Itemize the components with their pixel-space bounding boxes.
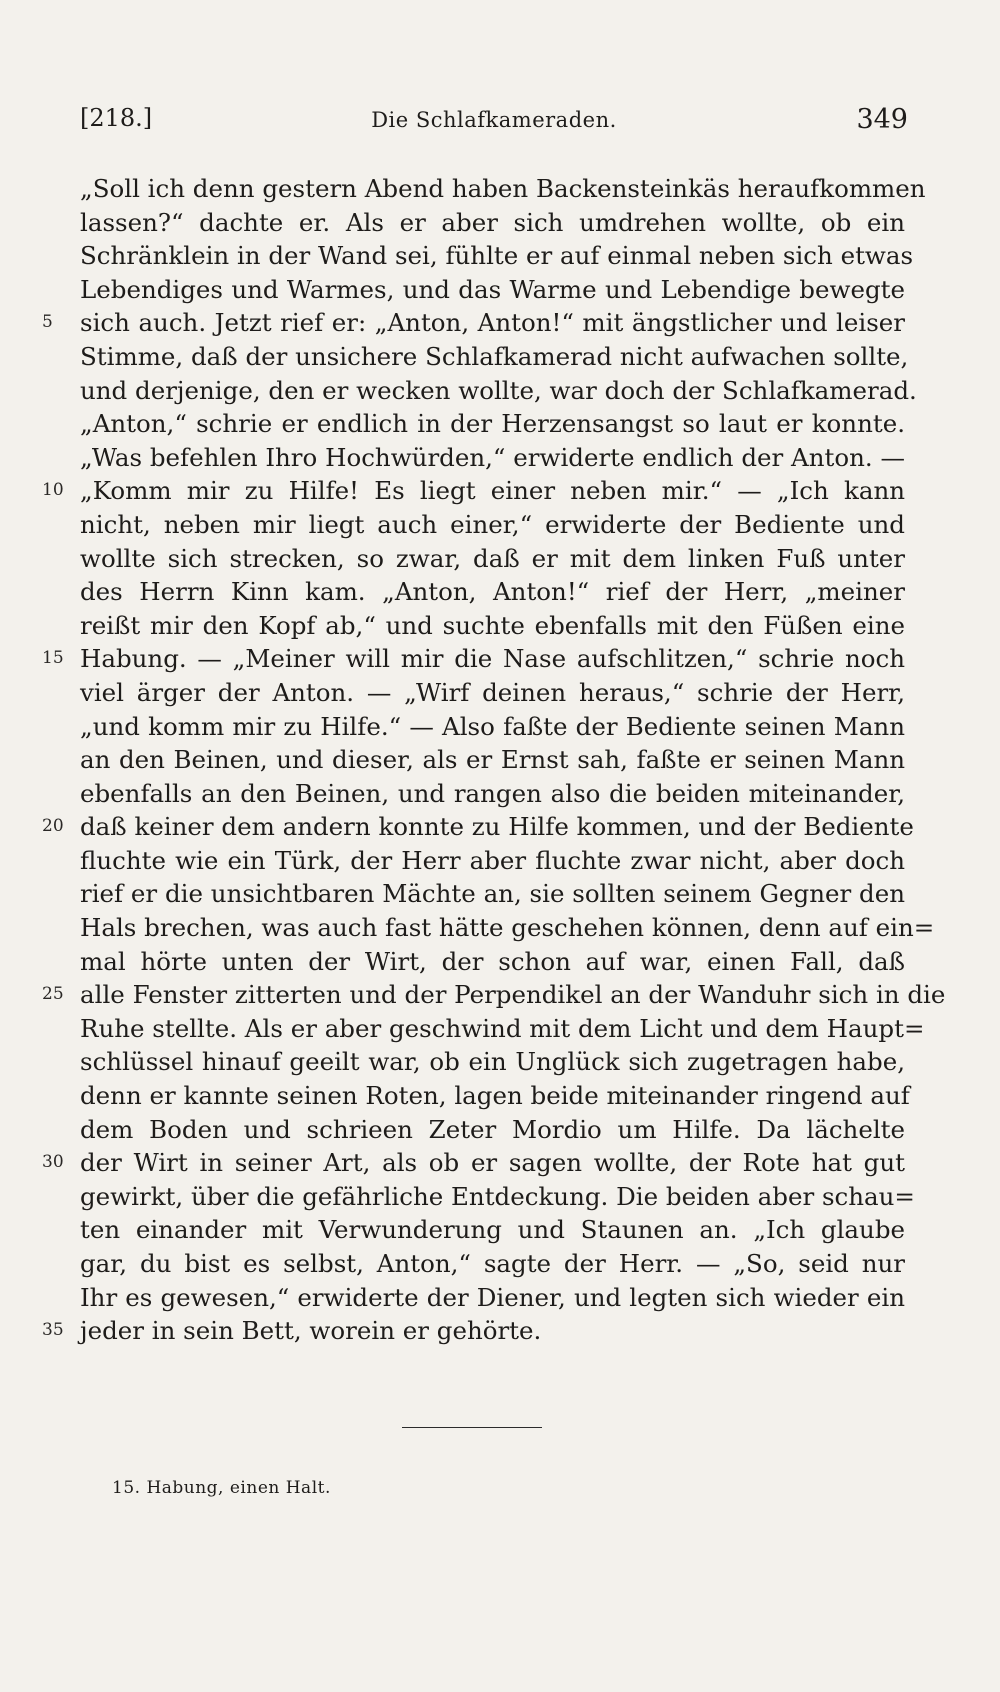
line-text: nicht, neben mir liegt auch einer,“ erwiderte der Bediente und: [80, 509, 905, 539]
section-number: [218.]: [80, 104, 153, 132]
text-line: [80, 340, 909, 374]
text-line: [80, 273, 905, 307]
line-text: jeder in sein Bett, worein er gehörte.: [80, 1316, 542, 1346]
line-text: sich auch. Jetzt rief er: „Anton, Anton!“ mit ängstlicher und leiser: [80, 308, 905, 338]
text-line: [80, 542, 905, 576]
text-line: [42, 306, 905, 340]
line-text: an den Beinen, und dieser, als er Ernst sah, faßte er seinen Mann: [80, 745, 905, 775]
text-line: [80, 1213, 905, 1247]
text-line: [80, 575, 905, 609]
line-text: mal hörte unten der Wirt, der schon auf war, einen Fall, daß: [80, 946, 905, 976]
line-number: 20: [42, 816, 64, 837]
text-line: [80, 172, 926, 206]
line-text: „Was befehlen Ihro Hochwürden,“ erwiderte endlich der Anton. —: [80, 442, 905, 472]
line-text: Ihr es gewesen,“ erwiderte der Diener, und legten sich wieder ein: [80, 1282, 905, 1312]
line-text: viel ärger der Anton. — „Wirf deinen heraus,“ schrie der Herr,: [80, 677, 905, 707]
line-number: 30: [42, 1152, 64, 1173]
text-line: [42, 810, 914, 844]
text-line: [80, 1045, 905, 1079]
line-text: dem Boden und schrieen Zeter Mordio um Hilfe. Da lächelte: [80, 1114, 905, 1144]
line-text: „Anton,“ schrie er endlich in der Herzensangst so laut er konnte.: [80, 409, 905, 439]
line-text: ebenfalls an den Beinen, und rangen also die beiden miteinander,: [80, 778, 905, 808]
text-line: [80, 206, 905, 240]
line-number: 15: [42, 648, 64, 669]
text-line: [80, 1079, 910, 1113]
line-text: „Soll ich denn gestern Abend haben Backensteinkäs heraufkommen: [80, 174, 926, 203]
text-line: [80, 877, 905, 911]
text-line: [42, 1146, 905, 1180]
text-line: [80, 1281, 905, 1315]
line-text: ten einander mit Verwunderung und Staunen an. „Ich glaube: [80, 1215, 905, 1245]
line-text: gewirkt, über die gefährliche Entdeckung. Die beiden aber schau=: [80, 1181, 915, 1211]
line-text: fluchte wie ein Türk, der Herr aber fluchte zwar nicht, aber doch: [80, 845, 905, 875]
line-text: des Herrn Kinn kam. „Anton, Anton!“ rief der Herr, „meiner: [80, 577, 905, 607]
line-text: reißt mir den Kopf ab,“ und suchte ebenfalls mit den Füßen eine: [80, 610, 905, 640]
line-text: gar, du bist es selbst, Anton,“ sagte der Herr. — „So, seid nur: [80, 1249, 905, 1278]
footnote: 15. Habung, einen Halt.: [112, 1478, 331, 1498]
line-text: rief er die unsichtbaren Mächte an, sie sollten seinem Gegner den: [80, 879, 905, 909]
text-line: [80, 374, 917, 408]
footnote-divider: [402, 1427, 542, 1428]
line-text: „und komm mir zu Hilfe.“ — Also faßte der Bediente seinen Mann: [80, 711, 905, 741]
line-text: Schränklein in der Wand sei, fühlte er auf einmal neben sich etwas: [80, 241, 914, 271]
line-text: daß keiner dem andern konnte zu Hilfe kommen, und der Bediente: [80, 812, 914, 842]
line-text: und derjenige, den er wecken wollte, war doch der Schlafkamerad.: [80, 375, 917, 405]
line-text: der Wirt in seiner Art, als ob er sagen wollte, der Rote hat gut: [80, 1148, 905, 1178]
text-line: [42, 978, 946, 1012]
line-text: Habung. — „Meiner will mir die Nase aufschlitzen,“ schrie noch: [80, 644, 905, 674]
line-text: wollte sich strecken, so zwar, daß er mit dem linken Fuß unter: [80, 543, 905, 573]
text-line: [80, 508, 905, 542]
text-line: [80, 844, 905, 878]
line-text: Ruhe stellte. Als er aber geschwind mit dem Licht und dem Haupt=: [80, 1013, 925, 1043]
line-number: 10: [42, 480, 64, 501]
line-text: Stimme, daß der unsichere Schlafkamerad nicht aufwachen sollte,: [80, 341, 909, 371]
text-line: [80, 407, 905, 441]
text-line: [80, 911, 935, 945]
text-line: [80, 441, 905, 475]
line-text: lassen?“ dachte er. Als er aber sich umdrehen wollte, ob ein: [80, 207, 905, 237]
body-text: [42, 172, 946, 1348]
line-text: „Komm mir zu Hilfe! Es liegt einer neben mir.“ — „Ich kann: [80, 476, 905, 506]
text-line: [80, 609, 905, 643]
text-line: [80, 1012, 925, 1046]
line-text: Hals brechen, was auch fast hätte geschehen können, denn auf ein=: [80, 913, 935, 943]
running-title: Die Schlafkameraden.: [371, 108, 617, 132]
line-text: alle Fenster zitterten und der Perpendikel an der Wanduhr sich in die: [80, 980, 946, 1010]
text-line: [80, 743, 905, 777]
text-line: [80, 1180, 915, 1214]
text-line: [42, 474, 905, 508]
line-number: 5: [42, 312, 53, 333]
line-number: 25: [42, 984, 64, 1005]
text-line: [80, 1113, 905, 1147]
page-header: [80, 104, 908, 144]
line-text: denn er kannte seinen Roten, lagen beide miteinander ringend auf: [80, 1081, 910, 1111]
page-number: 349: [856, 104, 908, 135]
text-line: [80, 777, 905, 811]
text-line: [80, 945, 905, 979]
text-line: [42, 1314, 905, 1348]
text-line: [80, 239, 914, 273]
line-number: 35: [42, 1320, 64, 1341]
line-text: Lebendiges und Warmes, und das Warme und Lebendige bewegte: [80, 274, 905, 304]
text-line: [80, 710, 905, 744]
text-line: [80, 1247, 905, 1281]
text-line: [80, 676, 905, 710]
text-line: [42, 642, 905, 676]
line-text: schlüssel hinauf geeilt war, ob ein Unglück sich zugetragen habe,: [80, 1047, 905, 1077]
